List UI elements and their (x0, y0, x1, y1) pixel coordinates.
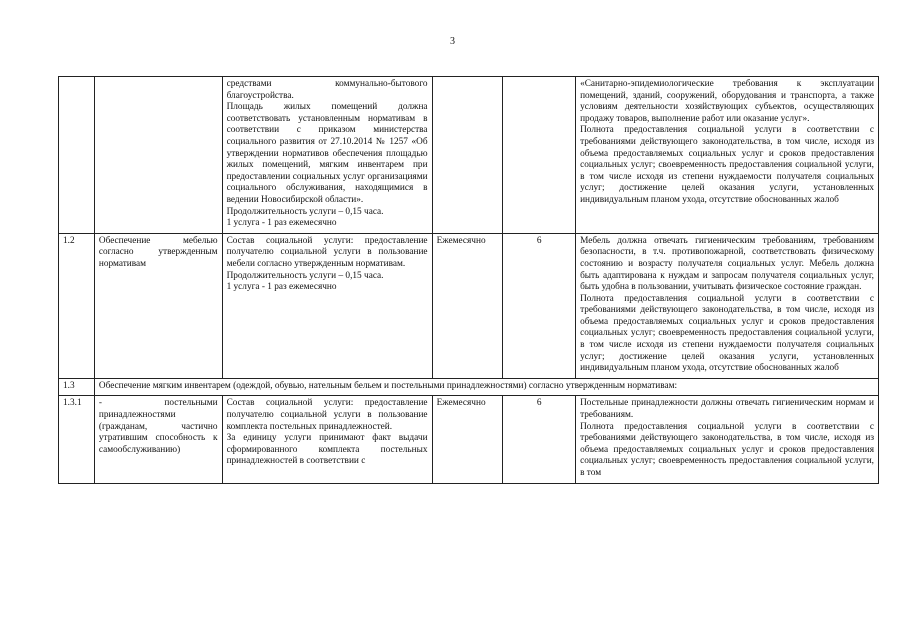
service-name: Обеспечение мебелью согласно утвержденным нормативам (94, 233, 222, 378)
service-period: 6 (503, 233, 576, 378)
quality-paragraph: Мебель должна отвечать гигиеническим требованиям, требованиям безопасности, в т.ч. противопожарной, соответствовать физическому состоянию и возрасту получателя социальных услуг. Мебель должна быть адаптирована к нуждам и запросам получателя социальных услуг, быть удобна в пользовании, учитывать физическое состояние граждан. (580, 235, 874, 293)
service-number (59, 77, 95, 234)
table-row (59, 396, 879, 483)
description-paragraph: За единицу услуги принимают факт выдачи сформированного комплекта постельных принадлежностей в соответствии с (226, 433, 428, 467)
service-description (222, 77, 432, 234)
service-number: 1.3 (59, 378, 95, 396)
description-paragraph: Продолжительность услуги – 0,15 часа. (226, 206, 384, 217)
quality-paragraph: Полнота предоставления социальной услуги в соответствии с требованиями действующего законодательства, в том числе, исходя из объема предоставляемых социальных услуг и сроков предоставления социальных услуг; своевременность предоставления социальной услуги, в том (580, 421, 874, 478)
quality-paragraph: Полнота предоставления социальной услуги в соответствии с требованиями действующего законодательства, в том числе, исходя из объема предоставляемых социальных услуг и сроков предоставления социальных услуг; своевременность предоставления социальной услуги, в том числе исходя из степени нуждаемости получателя социальных услуг; достижение целей оказания услуги, установленных индивидуальным планом ухода, отсутствие обоснованных жалоб (580, 125, 874, 205)
service-quality (576, 233, 879, 378)
service-period: 6 (503, 396, 576, 483)
service-frequency: Ежемесячно (432, 396, 503, 483)
service-period (503, 77, 576, 234)
service-frequency (432, 77, 503, 234)
service-quality (576, 396, 879, 483)
description-paragraph: средствами коммунально-бытового благоустройства. (226, 79, 428, 101)
quality-paragraph: Полнота предоставления социальной услуги в соответствии с требованиями действующего законодательства, в том числе, исходя из объема предоставляемых социальных услуг и сроков предоставления социальных услуг; своевременность предоставления социальной услуги, в том числе исходя из степени нуждаемости получателя социальных услуг; достижение целей оказания услуги, установленных индивидуальным планом ухода, отсутствие обоснованных жалоб (580, 293, 874, 374)
quality-paragraph: Постельные принадлежности должны отвечать гигиеническим нормам и требованиям. (580, 398, 874, 421)
service-description (222, 396, 432, 483)
service-name: - постельными принадлежностями (гражданам, частично утратившим способность к самообслуживанию) (94, 396, 222, 483)
description-paragraph: 1 услуга - 1 раз ежемесячно (226, 218, 337, 229)
page-number: 3 (450, 36, 455, 47)
service-description (222, 233, 432, 378)
services-table (58, 76, 879, 484)
table-row (59, 77, 879, 234)
section-heading: Обеспечение мягким инвентарем (одеждой, обувью, нательным бельем и постельными принадлежностями) согласно утвержденным нормативам: (94, 378, 878, 396)
description-paragraph: Состав социальной услуги: предоставление получателю социальной услуги в пользование комплекта постельных принадлежностей. (226, 398, 428, 432)
table-row (59, 378, 879, 396)
description-paragraph: Площадь жилых помещений должна соответствовать установленным нормативам в соответствии с приказом министерства социального развития от 27.10.2014 № 1257 «Об утверждении нормативов обеспечения площадью жилых помещений, мягким инвентарем при предоставлении социальных услуг организациями социального обслуживания, находящимися в ведении Новосибирской области». (226, 102, 428, 205)
description-paragraph: 1 услуга - 1 раз ежемесячно (226, 282, 337, 293)
description-paragraph: Продолжительность услуги – 0,15 часа. (226, 270, 384, 281)
service-name (94, 77, 222, 234)
service-quality (576, 77, 879, 234)
service-frequency: Ежемесячно (432, 233, 503, 378)
service-number: 1.2 (59, 233, 95, 378)
service-number: 1.3.1 (59, 396, 95, 483)
table-row (59, 233, 879, 378)
quality-paragraph: «Санитарно-эпидемиологические требования к эксплуатации помещений, зданий, сооружений, оборудования и транспорта, а также условиям деятельности хозяйствующих субъектов, осуществляющих продажу товаров, выполнение работ или оказание услуг». (580, 79, 874, 124)
description-paragraph: Состав социальной услуги: предоставление получателю социальной услуги в пользование мебели согласно утвержденным нормативам. (226, 235, 428, 269)
